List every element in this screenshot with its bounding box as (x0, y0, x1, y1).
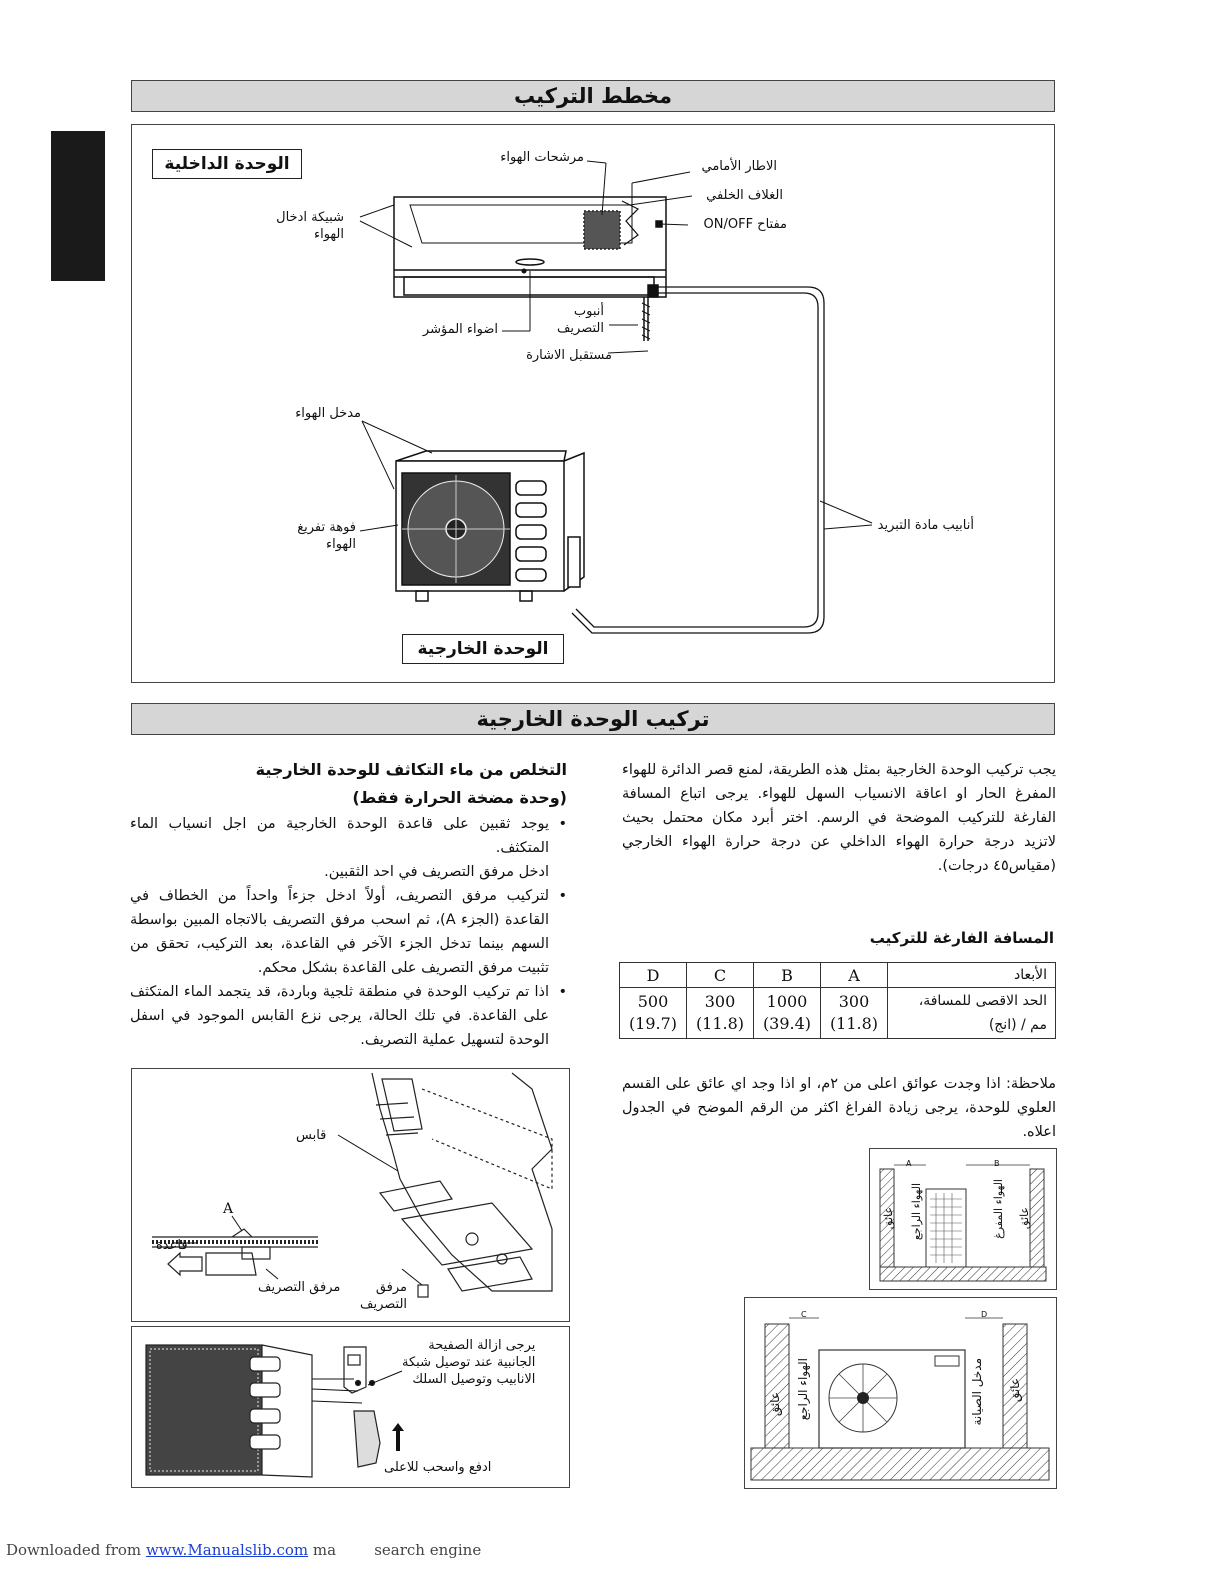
footer: Downloaded from www.Manualslib.com ma search engine (6, 1541, 482, 1559)
dim-b: B (994, 1159, 1000, 1168)
col-header-d: D (620, 963, 687, 988)
obstacle-left: عائق (882, 1207, 895, 1230)
outdoor-unit-drawing (396, 451, 584, 601)
drainage-bullets (130, 812, 567, 1052)
exhaust-air: الهواء المفرغ (992, 1179, 1005, 1239)
label-plug: قابس (296, 1128, 327, 1143)
dim-d: D (981, 1310, 988, 1319)
list-item: • لتركيب مرفق التصريف، أولاً ادخل جزءاً واحداً من الخطاف في القاعدة (الجزء A)، ثم اسحب مرفق التصريف بالاتجاه المبين بواسطة السهم بينما تدخل الجزء الآخر في القاعدة، بعد التركيب، تحقق من تثبيت مرفق التصريف على القاعدة بشكل محكم. (130, 884, 549, 980)
cell-a-mm: 300 (838, 992, 870, 1011)
installation-diagram (131, 124, 1055, 683)
cell-a-inch: (11.8) (829, 1014, 879, 1033)
label-signal-receiver: مستقبل الاشارة (526, 348, 612, 363)
note-paragraph: ملاحظة: اذا وجدت عوائق اعلى من ٢م، او اذا وجد اي عائق على القسم العلوي للوحدة، يرجى زيادة الفراغ اكثر من الرقم الموضح في الجدول اعلاه. (622, 1076, 1056, 1140)
installation-diagram-header (131, 80, 1055, 112)
label-air-filters: مرشحات الهواء (500, 150, 584, 165)
table-row (620, 988, 1056, 1039)
service-entry: مدخل الصيانة (970, 1358, 984, 1426)
label-push-pull-up: ادفع واسحب للاعلى (384, 1460, 492, 1475)
outdoor-install-header (131, 703, 1055, 735)
label-front-frame: الاطار الأمامي (701, 159, 777, 174)
list-item: • اذا تم تركيب الوحدة في منطقة ثلجية وباردة، قد يتجمد الماء المتكثف على القاعدة. في تلك الحالة، يرجى نزع القابس الموجود في اسفل الوحدة لتسهيل عملية التصريف. (130, 980, 549, 1052)
dim-c: C (801, 1310, 807, 1319)
manualslib-link[interactable]: www.Manualslib.com (145, 1541, 309, 1559)
cell-c-inch: (11.8) (695, 1014, 745, 1033)
obstacle-left: عائق (768, 1392, 782, 1417)
side-tab (51, 131, 105, 281)
label-air-inlet-grille: شبيكة ادخال الهواء (276, 210, 344, 242)
clearance-figure-top (869, 1148, 1057, 1290)
cell-b-mm: 1000 (766, 992, 808, 1011)
header-title: مخطط التركيب (513, 84, 673, 108)
label-on-off-switch: مفتاح ON/OFF (703, 217, 787, 232)
refrigerant-pipe-drawing (572, 287, 824, 633)
label-air-outlet: فوهة تفريغ الهواء (297, 520, 356, 552)
header-title: تركيب الوحدة الخارجية (476, 707, 710, 731)
drain-fitting-figure (131, 1068, 570, 1322)
clearance-heading: المسافة الفارغة للتركيب (869, 929, 1054, 947)
drainage-heading-2: (وحدة مضخة الحرارة فقط) (352, 788, 567, 807)
cell-d-inch: (19.7) (628, 1014, 678, 1033)
drain-fitting-drawing (132, 1069, 569, 1321)
col-header-b: B (754, 963, 821, 988)
table-row (620, 963, 1056, 988)
label-part-a: A (223, 1201, 234, 1217)
label-remove-side-panel: يرجى ازالة الصفيحة الجانبية عند توصيل شبكة الانابيب وتوصيل السلك (402, 1338, 536, 1387)
max-distance-label: الحد الاقصى للمسافة، (918, 993, 1047, 1009)
drainage-heading-1: التخلص من ماء التكاثف للوحدة الخارجية (255, 760, 567, 779)
label-air-intake: مدخل الهواء (295, 406, 361, 421)
label-base: قاعدة (156, 1238, 188, 1253)
cell-d-mm: 500 (637, 992, 669, 1011)
indoor-unit-title: الوحدة الداخلية (152, 149, 302, 179)
clearance-table (619, 962, 1056, 1039)
label-back-cover: الغلاف الخلفي (706, 188, 783, 203)
list-item: • يوجد ثقبين على قاعدة الوحدة الخارجية من اجل انسياب الماء المتكثف. ادخل مرفق التصريف في احد الثقبين. (130, 812, 549, 884)
label-drain-fitting-right: مرفق التصريف (360, 1280, 408, 1312)
obstacle-right: عائق (1018, 1207, 1031, 1230)
dim-a: A (906, 1159, 912, 1168)
outdoor-unit-title: الوحدة الخارجية (402, 634, 564, 664)
label-refrigerant-pipes: أنابيب مادة التبريد (877, 518, 974, 533)
clearance-table-wrap (619, 962, 1056, 1039)
obstacle-right: عائق (1008, 1378, 1022, 1403)
intro-paragraph: يجب تركيب الوحدة الخارجية بمثل هذه الطريقة، لمنع قصر الدائرة للهواء المفرغ الحار او اعاقة الانسياب السهل للهواء. يرجى اتباع المسافة الفارغة للتركيب الموضحة في الرسم. اختر أبرد مكان محتمل بحيث لاتزيد درجة حرارة الهواء الداخلي عن درجة حرارة الهواء الخارجي (مقياس٤٥ درجات). (622, 762, 1056, 874)
diagram-drawing (132, 125, 1054, 682)
dimensions-label: الأبعاد (888, 963, 1056, 988)
return-air: الهواء الراجع (910, 1183, 923, 1241)
clearance-figure-front (744, 1297, 1057, 1489)
unit-label: مم / (انج) (988, 1017, 1047, 1033)
label-indicator-lights: اضواء المؤشر (422, 322, 498, 337)
col-header-a: A (821, 963, 888, 988)
label-drain-pipe: أنبوب التصريف (556, 304, 604, 336)
drainage-section (130, 756, 567, 1052)
side-panel-figure (131, 1326, 570, 1488)
label-drain-fitting-left: مرفق التصريف (258, 1280, 341, 1295)
cell-b-inch: (39.4) (762, 1014, 812, 1033)
col-header-c: C (687, 963, 754, 988)
cell-c-mm: 300 (704, 992, 736, 1011)
return-air: الهواء الراجع (796, 1358, 810, 1421)
